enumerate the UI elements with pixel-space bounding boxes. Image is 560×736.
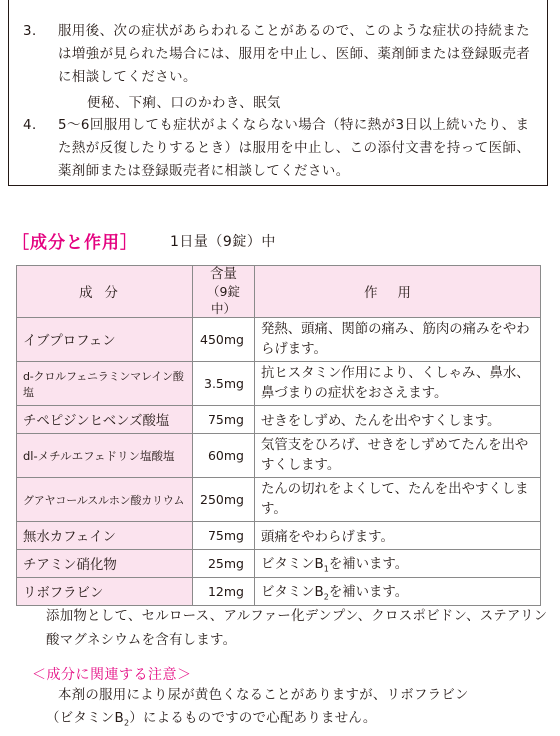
ingredient-name: イブプロフェン <box>17 318 193 362</box>
ingredient-amount: 250mg <box>193 478 255 522</box>
ingredient-name: グアヤコールスルホン酸カリウム <box>17 478 193 522</box>
warnings-box <box>8 0 548 186</box>
ingredient-effect: せきをしずめ、たんを出やすくします。 <box>255 406 541 434</box>
symptom-list: 便秘、下痢、口のかわき、眠気 <box>87 96 281 111</box>
ingredient-name: リボフラビン <box>17 578 193 606</box>
warning-text: 服用後、次の症状があらわれることがあるので、このような症状の持続または増強が見られた場合には、服用を中止し、医師、薬剤師または登録販売者に相談してください。 <box>58 24 531 85</box>
warning-text: 5～6回服用しても症状がよくならない場合（特に熱が3日以上続いたり、また熱が反復したりするとき）は服用を中止し、この添付文書を持って医師、薬剤師または登録販売者に相談してください。 <box>58 118 531 179</box>
table-row <box>17 522 541 550</box>
ingredient-effect: ビタミン$B_2$を補います。 <box>255 578 541 606</box>
ingredient-name: dl-メチルエフェドリン塩酸塩 <box>17 434 193 478</box>
ingredient-effect: たんの切れをよくして、たんを出やすくします。 <box>255 478 541 522</box>
note-title: ＜成分に関連する注意＞ <box>32 667 192 683</box>
warning-item-3 <box>9 20 539 89</box>
ingredient-amount: 3.5mg <box>193 362 255 406</box>
table-row <box>17 434 541 478</box>
table-row <box>17 478 541 522</box>
note-body <box>46 684 551 735</box>
header-ingredient: 成分 <box>17 266 193 318</box>
ingredient-effect: ビタミン$B_1$を補います。 <box>255 550 541 578</box>
ingredient-name: チアミン硝化物 <box>17 550 193 578</box>
ingredient-name: d-クロルフェニラミンマレイン酸塩 <box>17 362 193 406</box>
section-title: ［成分と作用］ <box>12 233 138 253</box>
table-row <box>17 318 541 362</box>
warning-number: 4． <box>23 118 46 133</box>
ingredient-amount: 12mg <box>193 578 255 606</box>
ingredient-name: 無水カフェイン <box>17 522 193 550</box>
ingredient-effect: 発熱、頭痛、関節の痛み、筋肉の痛みをやわらげます。 <box>255 318 541 362</box>
note-line: （ビタミン$B_2$）によるものですので心配ありません。 <box>46 711 377 728</box>
note-line: 本剤の服用により尿が黄色くなることがありますが、リボフラビン <box>58 688 469 703</box>
header-effect: 作用 <box>255 266 541 318</box>
table-row <box>17 550 541 578</box>
ingredient-amount: 75mg <box>193 522 255 550</box>
ingredient-amount: 25mg <box>193 550 255 578</box>
ingredient-amount: 450mg <box>193 318 255 362</box>
ingredients-table <box>16 265 541 606</box>
ingredient-effect: 気管支をひろげ、せきをしずめてたんを出やすくします。 <box>255 434 541 478</box>
table-row <box>17 362 541 406</box>
ingredient-effect: 頭痛をやわらげます。 <box>255 522 541 550</box>
table-header-row <box>17 266 541 318</box>
ingredient-amount: 60mg <box>193 434 255 478</box>
additives-text: 添加物として、セルロース、アルファー化デンプン、クロスポビドン、ステアリン酸マグネシウムを含有します。 <box>46 609 548 648</box>
warning-item-4 <box>9 114 539 183</box>
ingredient-amount: 75mg <box>193 406 255 434</box>
ingredient-name: チペピジンヒベンズ酸塩 <box>17 406 193 434</box>
section-subtitle: 1日量（9錠）中 <box>170 234 276 250</box>
ingredient-effect: 抗ヒスタミン作用により、くしゃみ、鼻水、鼻づまりの症状をおさえます。 <box>255 362 541 406</box>
warning-number: 3． <box>23 24 46 39</box>
header-amount: 含量 （9錠中） <box>193 266 255 318</box>
table-row <box>17 578 541 606</box>
table-row <box>17 406 541 434</box>
